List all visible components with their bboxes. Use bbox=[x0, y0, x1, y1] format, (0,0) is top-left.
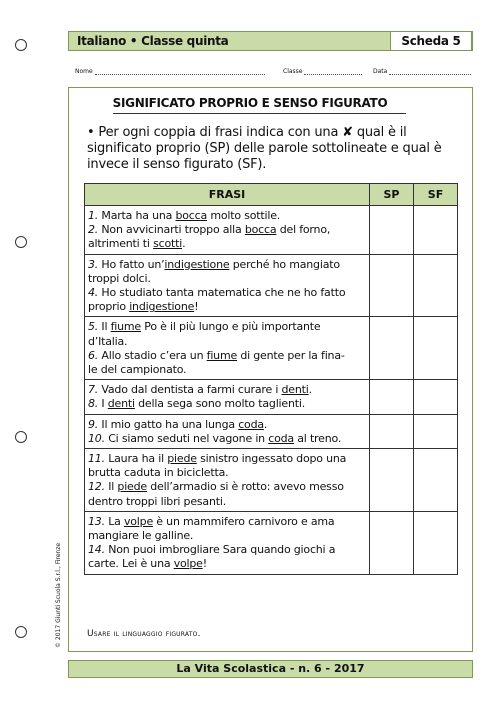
sentence-text: del forno, bbox=[276, 223, 331, 237]
table-row bbox=[85, 449, 458, 512]
sf-answer-cell[interactable] bbox=[414, 414, 458, 448]
col-sp: SP bbox=[370, 184, 414, 206]
hint-text: Usare il linguaggio figurato. bbox=[87, 629, 201, 639]
name-row bbox=[75, 68, 265, 75]
cross-mark-icon: ✘ bbox=[342, 125, 353, 140]
sp-answer-cell[interactable] bbox=[370, 511, 414, 574]
sentence-text: La bbox=[104, 514, 124, 528]
sentence-number: 1. bbox=[88, 209, 99, 222]
sentence-text: molto sottile. bbox=[207, 209, 281, 222]
sp-answer-cell[interactable] bbox=[370, 254, 414, 317]
sentences-table bbox=[84, 183, 458, 575]
table-row bbox=[85, 380, 458, 414]
binder-hole-3 bbox=[15, 431, 27, 443]
underlined-word: bocca bbox=[175, 209, 208, 222]
sentence-text: I bbox=[98, 397, 108, 411]
binder-hole-2 bbox=[15, 236, 27, 248]
sentence-number: 5. bbox=[88, 320, 99, 334]
underlined-word: piede bbox=[167, 452, 197, 466]
table-header-row bbox=[85, 184, 458, 206]
sentence-text: mangiare le galline. bbox=[88, 529, 194, 543]
sentence-cell bbox=[85, 380, 370, 414]
sentence-cell bbox=[85, 414, 370, 448]
sentence-text: della sega sono molto taglienti. bbox=[134, 397, 306, 411]
sf-answer-cell[interactable] bbox=[414, 254, 458, 317]
class-row bbox=[283, 68, 362, 75]
table-row bbox=[85, 317, 458, 380]
classe-field[interactable] bbox=[304, 69, 362, 75]
sentence-text: Non puoi imbrogliare Sara quando giochi a bbox=[104, 543, 336, 557]
subject-label: Italiano • Classe quinta bbox=[77, 34, 229, 48]
sentence-text: è un mammifero carnivoro e ama bbox=[153, 514, 335, 528]
sentence-text: Vado dal dentista a farmi curare i bbox=[98, 383, 282, 397]
sentence-text: troppi dolci. bbox=[88, 271, 151, 285]
data-field[interactable] bbox=[389, 69, 471, 75]
sentence-text: ! bbox=[202, 557, 207, 571]
sentence-number: 13. bbox=[88, 514, 105, 528]
sentence-text: brutta caduta in bicicletta. bbox=[88, 466, 229, 480]
sentence-text: al treno. bbox=[293, 431, 342, 445]
underlined-word: fiume bbox=[206, 348, 238, 362]
sentence-text: Ho studiato tanta matematica che ne ho fatto bbox=[98, 286, 346, 300]
sentence-cell bbox=[85, 511, 370, 574]
sentence-text: dentro troppi libri pesanti. bbox=[88, 494, 227, 508]
sp-answer-cell[interactable] bbox=[370, 449, 414, 512]
table-row bbox=[85, 511, 458, 574]
nome-label: Nome bbox=[75, 68, 93, 75]
instruction-line1b: qual è il bbox=[356, 125, 407, 140]
sentence-text: ! bbox=[194, 300, 199, 314]
sentence-text: . bbox=[182, 237, 186, 251]
underlined-word: coda bbox=[268, 431, 294, 445]
sentence-text: di gente per la fina- bbox=[237, 348, 345, 362]
underlined-word: volpe bbox=[173, 557, 203, 571]
underlined-word: fiume bbox=[110, 320, 141, 334]
underlined-word: indigestione bbox=[129, 300, 195, 314]
sentence-text: dell’armadio si è rotto: avevo messo bbox=[146, 480, 344, 494]
sentence-number: 11. bbox=[88, 452, 105, 466]
instruction-line2: significato proprio (SP) delle parole sottolineate e qual è bbox=[87, 141, 442, 156]
sp-answer-cell[interactable] bbox=[370, 380, 414, 414]
sentence-number: 8. bbox=[88, 397, 99, 411]
underlined-word: coda bbox=[238, 417, 264, 431]
col-sf: SF bbox=[414, 184, 458, 206]
sentence-text: perché ho mangiato bbox=[229, 257, 340, 271]
sentence-text: Il bbox=[104, 480, 118, 494]
sentence-text: . bbox=[263, 417, 268, 431]
sentence-text: Allo stadio c’era un bbox=[98, 348, 207, 362]
col-frasi: FRASI bbox=[85, 184, 370, 206]
sentence-cell bbox=[85, 317, 370, 380]
sentence-number: 4. bbox=[88, 286, 99, 300]
underlined-word: bocca bbox=[244, 223, 277, 237]
sentence-text: d’Italia. bbox=[88, 334, 128, 348]
sentence-text: Ci siamo seduti nel vagone in bbox=[104, 431, 269, 445]
sentence-cell bbox=[85, 254, 370, 317]
sentence-number: 9. bbox=[88, 417, 99, 431]
sentence-number: 14. bbox=[88, 543, 105, 557]
copyright-text: © 2017 Giunti Scuola S.r.l., Firenze bbox=[55, 542, 62, 648]
date-row bbox=[373, 68, 471, 75]
sf-answer-cell[interactable] bbox=[414, 206, 458, 255]
sf-answer-cell[interactable] bbox=[414, 449, 458, 512]
sentence-text: le del campionato. bbox=[88, 363, 187, 377]
sentence-number: 3. bbox=[88, 257, 99, 271]
header-bar bbox=[68, 31, 473, 51]
sp-answer-cell[interactable] bbox=[370, 206, 414, 255]
sentence-text: Non avvicinarti troppo alla bbox=[98, 223, 245, 237]
sentence-number: 12. bbox=[88, 480, 105, 494]
sp-answer-cell[interactable] bbox=[370, 317, 414, 380]
sentence-text: Il mio gatto ha una lunga bbox=[98, 417, 239, 431]
page-title: SIGNIFICATO PROPRIO E SENSO FIGURATO bbox=[112, 96, 388, 110]
footer-bar: La Vita Scolastica - n. 6 - 2017 bbox=[68, 660, 473, 678]
underlined-word: scotti bbox=[153, 237, 183, 251]
sf-answer-cell[interactable] bbox=[414, 380, 458, 414]
sentence-text: Ho fatto un’ bbox=[98, 257, 165, 271]
sentence-number: 7. bbox=[88, 383, 99, 397]
underlined-word: denti bbox=[281, 383, 309, 397]
sentence-number: 10. bbox=[88, 431, 105, 445]
classe-label: Classe bbox=[283, 68, 303, 75]
sentence-text: . bbox=[308, 383, 312, 397]
binder-hole-1 bbox=[15, 39, 27, 51]
nome-field[interactable] bbox=[95, 69, 265, 75]
sentence-number: 2. bbox=[88, 223, 99, 237]
sentence-text: altrimenti ti bbox=[88, 237, 154, 251]
instruction-line1a: Per ogni coppia di frasi indica con una bbox=[98, 125, 339, 140]
sp-answer-cell[interactable] bbox=[370, 414, 414, 448]
title-underline bbox=[113, 113, 406, 114]
sentence-text: Marta ha una bbox=[98, 209, 176, 222]
underlined-word: denti bbox=[107, 397, 135, 411]
scheda-label: Scheda 5 bbox=[390, 31, 472, 51]
data-label: Data bbox=[373, 68, 388, 75]
bullet: • bbox=[87, 125, 95, 140]
sf-answer-cell[interactable] bbox=[414, 317, 458, 380]
sentence-text: carte. Lei è una bbox=[88, 557, 174, 571]
underlined-word: volpe bbox=[123, 514, 154, 528]
underlined-word: piede bbox=[117, 480, 147, 494]
sf-answer-cell[interactable] bbox=[414, 511, 458, 574]
sentence-text: Po è il più lungo e più importante bbox=[141, 320, 321, 334]
underlined-word: indigestione bbox=[164, 257, 230, 271]
instruction-line3: invece il senso figurato (SF). bbox=[87, 157, 267, 172]
table-row bbox=[85, 254, 458, 317]
table-row bbox=[85, 414, 458, 448]
sentence-text: sinistro ingessato dopo una bbox=[196, 452, 347, 466]
sentence-cell bbox=[85, 206, 370, 255]
sentence-number: 6. bbox=[88, 348, 99, 362]
sentence-text: Il bbox=[98, 320, 111, 334]
sentence-text: Laura ha il bbox=[104, 452, 168, 466]
instruction bbox=[87, 125, 457, 173]
sentence-cell bbox=[85, 449, 370, 512]
table-row bbox=[85, 206, 458, 255]
binder-hole-4 bbox=[15, 626, 27, 638]
sentence-text: proprio bbox=[88, 300, 130, 314]
